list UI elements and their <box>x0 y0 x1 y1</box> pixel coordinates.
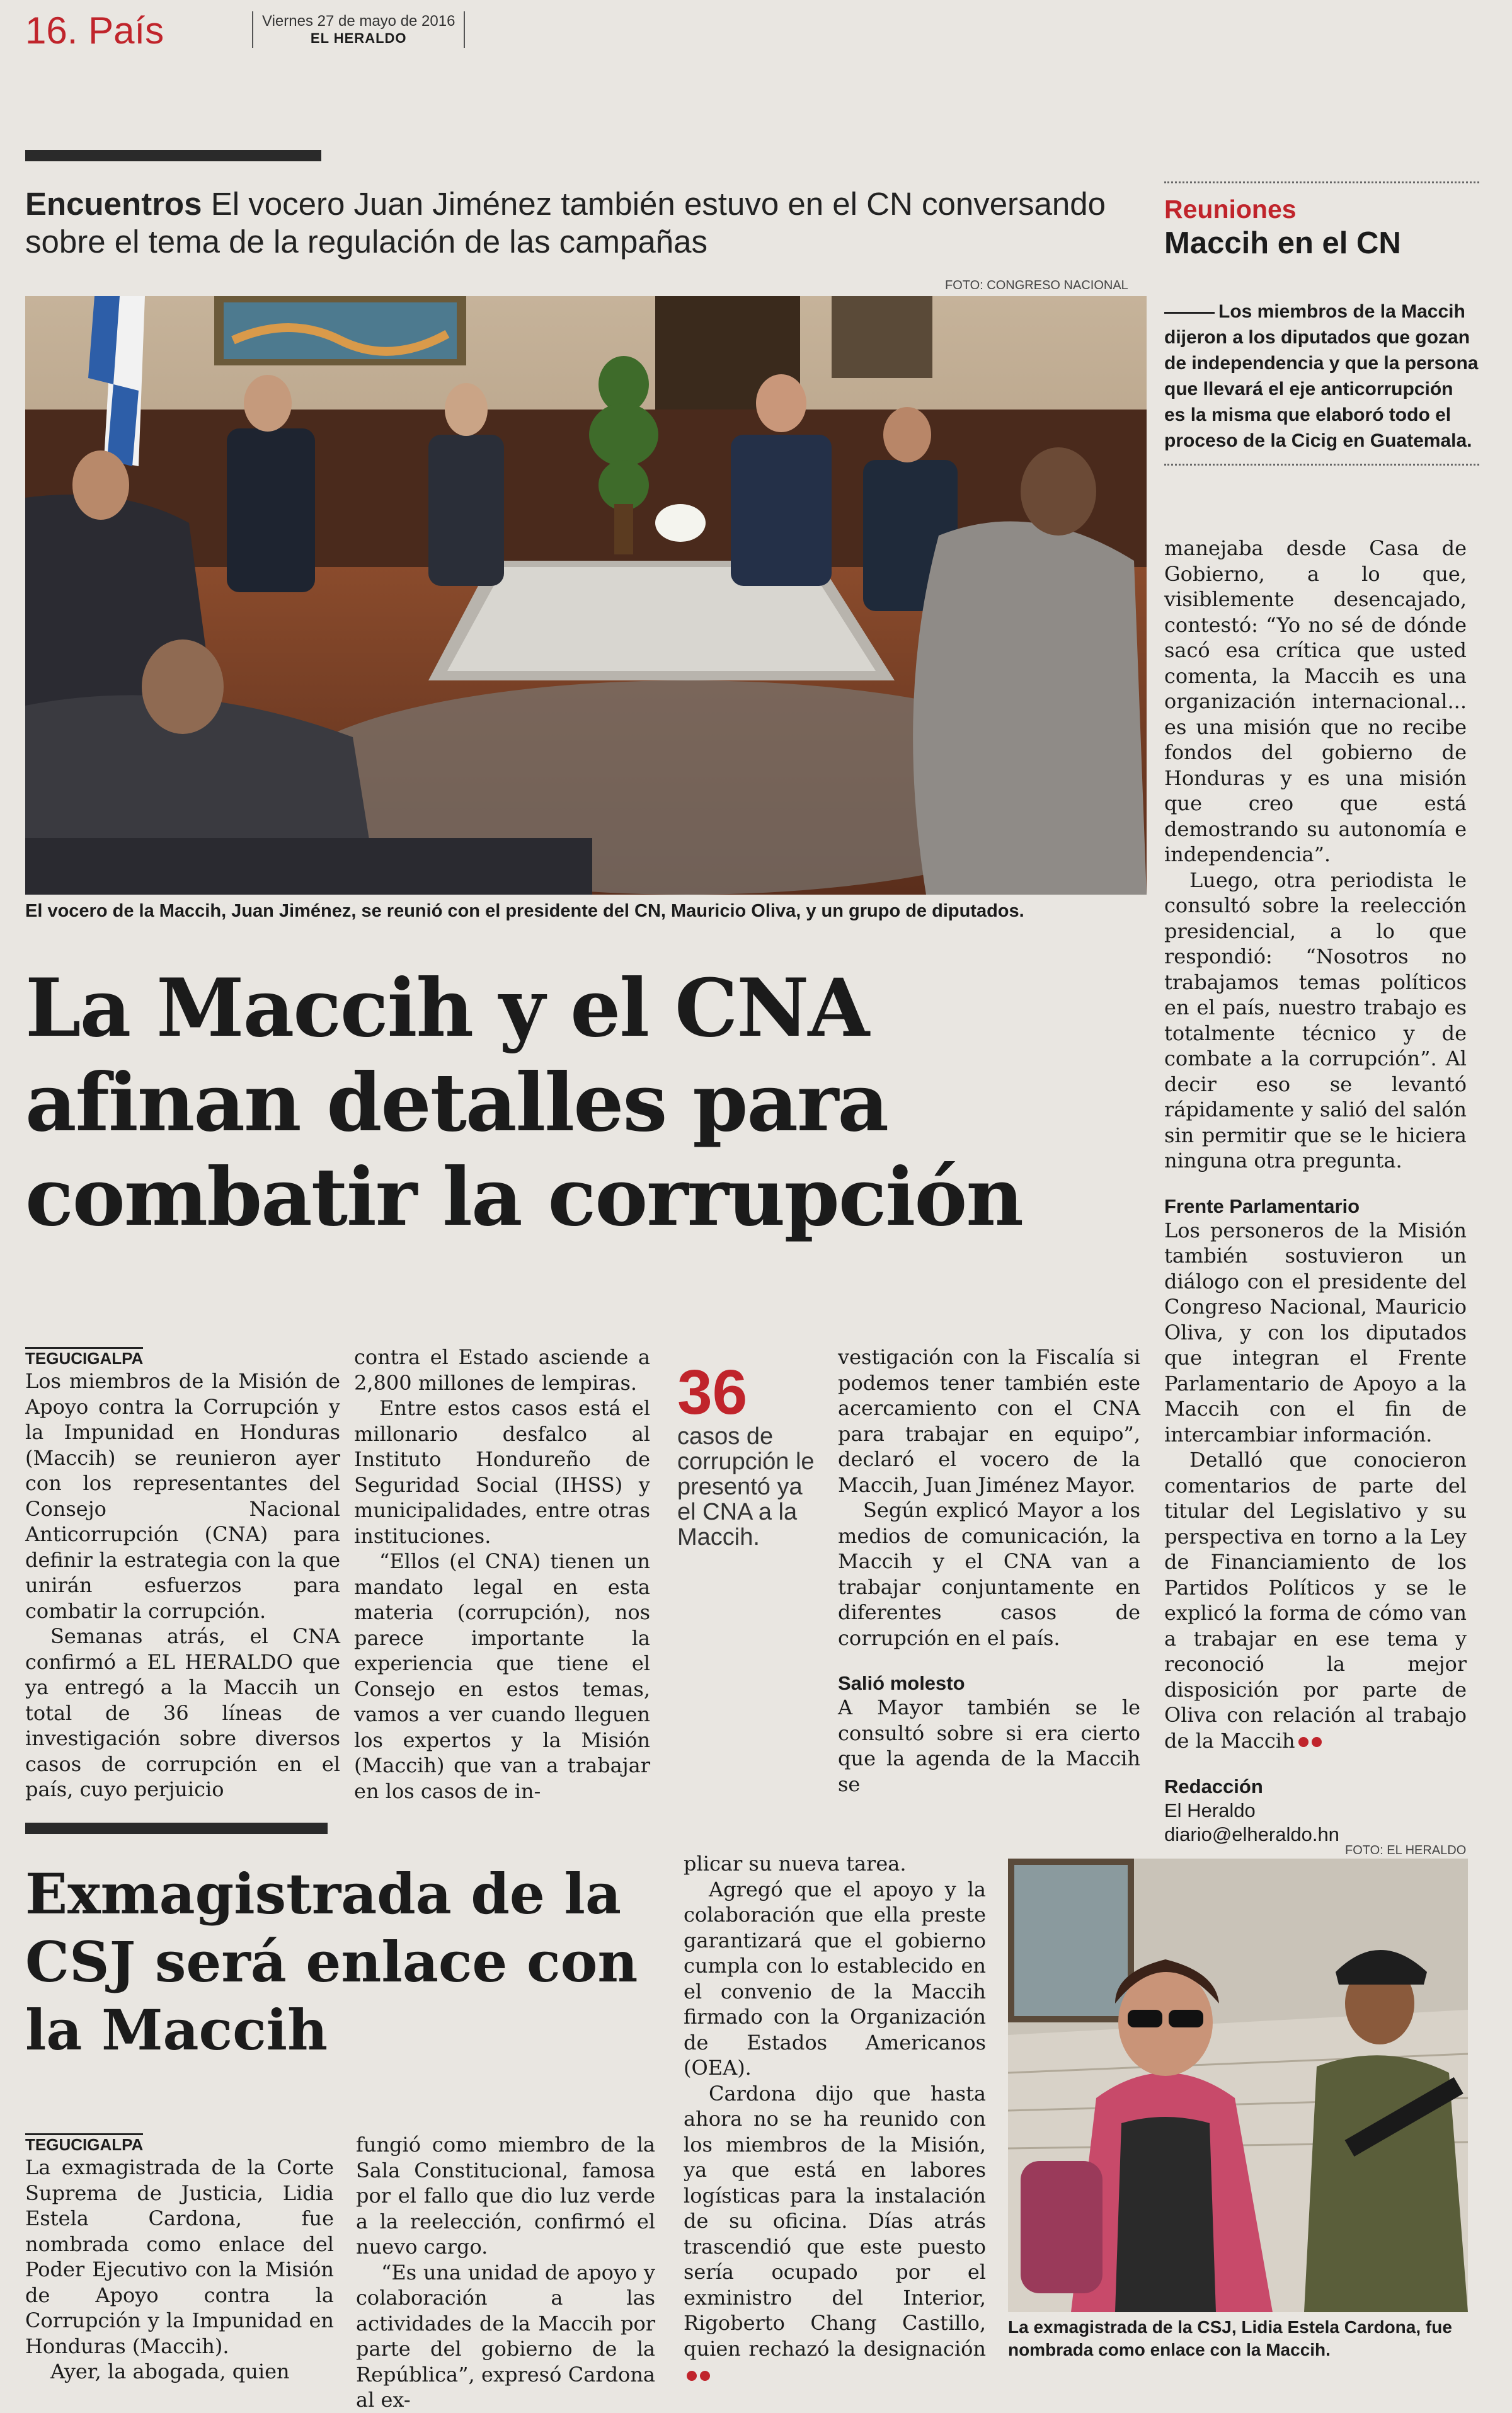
story1-paragraph: Semanas atrás, el CNA confirmó a EL HERALDO que ya entregó a la Maccih un total de 36 líneas de investigación sobre diversos casos de corrupción en el país, cuyo perjuicio <box>25 1624 340 1801</box>
photo1-caption: El vocero de la Maccih, Juan Jiménez, se reunió con el presidente del CN, Mauricio Oliva, y un grupo de diputados. <box>25 901 1024 921</box>
end-dot <box>1298 1737 1309 1747</box>
story2-paragraph: fungió como miembro de la Sala Constitucional, famosa por el fallo que dio luz verde a la reelección, confirmó el nuevo cargo. <box>356 2133 655 2259</box>
story2-col2 <box>356 2132 655 2413</box>
story1-dateline: TEGUCIGALPA <box>25 1347 143 1368</box>
cardona-photo-illustration <box>1008 1859 1468 2312</box>
story2-col1 <box>25 2133 334 2385</box>
story1-paragraph: Según explicó Mayor a los medios de comunicación, la Maccih y el CNA van a trabajar conjuntamente en diferentes casos de corrupción en el país. <box>838 1498 1140 1650</box>
cardona-photo <box>1008 1859 1468 2312</box>
end-dot <box>687 2371 697 2381</box>
stat-text: casos de corrupción le presentó ya el CNA a la Maccih. <box>677 1423 815 1550</box>
date-box <box>252 11 465 48</box>
end-dot <box>700 2371 710 2381</box>
story1-paragraph: Luego, otra periodista le consultó sobre la reelección presidencial, a lo que respondió: “Nosotros no trabajamos temas políticos en el país, nuestro trabajo es totalmente técnico y de combate a la corrupción”. Al decir eso se levantó rápidamente y salió del salón sin permitir que se le hiciera ninguna otra pregunta. <box>1164 868 1467 1172</box>
end-dot <box>1312 1737 1322 1747</box>
byline <box>1164 1775 1467 1847</box>
story1-paragraph <box>1164 1447 1467 1753</box>
story1-paragraph: Los miembros de la Misión de Apoyo contra la Corrupción y la Impunidad en Honduras (Maccih) se reunieron ayer con los representantes del Consejo Nacional Anticorrupción (CNA) para definir la estrategia con la que unirán esfuerzos para combatir la corrupción. <box>25 1369 340 1623</box>
sidebar-text <box>1164 299 1479 454</box>
story1-paragraph: “Ellos (el CNA) tienen un mandato legal en esta materia (corrupción), nos parece importante la experiencia que tiene el Consejo en estos temas, vamos a ver cuando lleguen los expertos y la Misión (Maccih) que van a trabajar en los casos de in- <box>354 1549 650 1803</box>
byline-label: Redacción <box>1164 1775 1263 1797</box>
sidebar-box <box>1164 181 1479 466</box>
sidebar-kicker: Reuniones <box>1164 195 1297 224</box>
sidebar-title: Maccih en el CN <box>1164 226 1401 260</box>
story2-final-text: Cardona dijo que hasta ahora no se ha reunido con los miembros de la Misión, ya que está en labores logísticas para la instalación de su oficina. Días atrás trascendió que este puesto sería ocupado por el exministro del Interior, Rigoberto Chang Castillo, quien rechazó la designación <box>684 2081 986 2361</box>
story2-headline: Exmagistrada de la CSJ será enlace con la Maccih <box>25 1861 638 2063</box>
sidebar-body: Los miembros de la Maccih dijeron a los diputados que gozan de independencia y que la persona que llevará el eje anticorrupción es la misma que elaboró todo el proceso de la Cicig en Guatemala. <box>1164 301 1479 451</box>
photo2-caption: La exmagistrada de la CSJ, Lidia Estela Cardona, fue nombrada como enlace con la Maccih. <box>1008 2317 1452 2359</box>
story2-paragraph: Ayer, la abogada, quien <box>50 2359 290 2383</box>
kicker-text: El vocero Juan Jiménez también estuvo en el CN conversando sobre el tema de la regulación de las campañas <box>25 186 1106 260</box>
story2-dateline: TEGUCIGALPA <box>25 2133 143 2155</box>
kicker-rule <box>25 150 321 161</box>
story2-paragraph <box>684 2081 986 2387</box>
subhead-salio-molesto: Salió molesto <box>838 1672 965 1694</box>
section-label: 16. País <box>25 9 164 52</box>
paper-name: EL HERALDO <box>310 30 407 46</box>
byline-org: El Heraldo <box>1164 1799 1256 1821</box>
story1-paragraph: A Mayor también se le consultó sobre si era cierto que la agenda de la Maccih se <box>838 1695 1140 1796</box>
story1-col1 <box>25 1347 340 1803</box>
story1-paragraph: manejaba desde Casa de Gobierno, a lo que, visiblemente desencajado, contestó: “Yo no sé de dónde sacó esa crítica que usted comenta, la Maccih es una organización internacional... es una misión que no recibe fondos del gobierno de Honduras y es una misión que creo que está demostrando su autonomía e independencia”. <box>1164 536 1467 866</box>
story1-paragraph: Los personeros de la Misión también sostuvieron un diálogo con el presidente del Congreso Nacional, Mauricio Oliva, y con los diputados que integran el Frente Parlamentario de Apoyo a la Maccih con el fin de intercambiar información. <box>1164 1218 1467 1447</box>
story2-col3 <box>684 1851 986 2387</box>
story2-paragraph: plicar su nueva tarea. <box>684 1852 907 1876</box>
story1-final-text: Detalló que conocieron comentarios de parte del titular del Legislativo y su perspectiva en torno a la Ley de Financiamiento de los Partidos Políticos y se le explicó la forma de cómo van a trabajar en ese tema y reconoció la mejor disposición por parte de Oliva con relación al trabajo de la Maccih <box>1164 1448 1467 1753</box>
story2-rule <box>25 1823 328 1834</box>
photo2-credit: FOTO: EL HERALDO <box>1345 1843 1467 1857</box>
story2-paragraph: “Es una unidad de apoyo y colaboración a las actividades de la Maccih por parte del gobierno de la República”, expresó Cardona al ex- <box>356 2260 655 2412</box>
kicker-label: Encuentros <box>25 186 202 222</box>
story1-col2 <box>354 1344 650 1804</box>
story1-paragraph: contra el Estado asciende a 2,800 millones de lempiras. <box>354 1345 650 1395</box>
story1-headline: La Maccih y el CNA afinan detalles para combatir la corrupción <box>25 961 1022 1244</box>
byline-email: diario@elheraldo.hn <box>1164 1823 1339 1845</box>
issue-date: Viernes 27 de mayo de 2016 <box>262 13 455 30</box>
stat-number: 36 <box>677 1357 748 1428</box>
story1-paragraph: Entre estos casos está el millonario desfalco al Instituto Hondureño de Seguridad Social (IHSS) y municipalidades, entre otras instituciones. <box>354 1396 650 1548</box>
story1-col3 <box>838 1344 1140 1797</box>
photo1-credit: FOTO: CONGRESO NACIONAL <box>945 278 1128 292</box>
subhead-frente-parlamentario: Frente Parlamentario <box>1164 1195 1360 1217</box>
story2-paragraph: La exmagistrada de la Corte Suprema de Justicia, Lidia Estela Cardona, fue nombrada como enlace del Poder Ejecutivo con la Misión de Apoyo contra la Corrupción y la Impunidad en Honduras (Maccih). <box>25 2155 334 2358</box>
story1-col4 <box>1164 536 1467 1847</box>
meeting-photo-illustration <box>25 296 1147 895</box>
story1-paragraph: vestigación con la Fiscalía si podemos tener también este acercamiento con el CNA para trabajar en equipo”, declaró el vocero de la Maccih, Juan Jiménez Mayor. <box>838 1345 1140 1497</box>
meeting-photo <box>25 296 1147 895</box>
stat-box <box>677 1357 822 1550</box>
top-kicker <box>25 185 1134 261</box>
story2-paragraph: Agregó que el apoyo y la colaboración que ella preste garantizará que el gobierno cumpla con lo establecido en el convenio de la Maccih firmado con la Organización de Estados Americanos (OEA). <box>684 1877 986 2080</box>
